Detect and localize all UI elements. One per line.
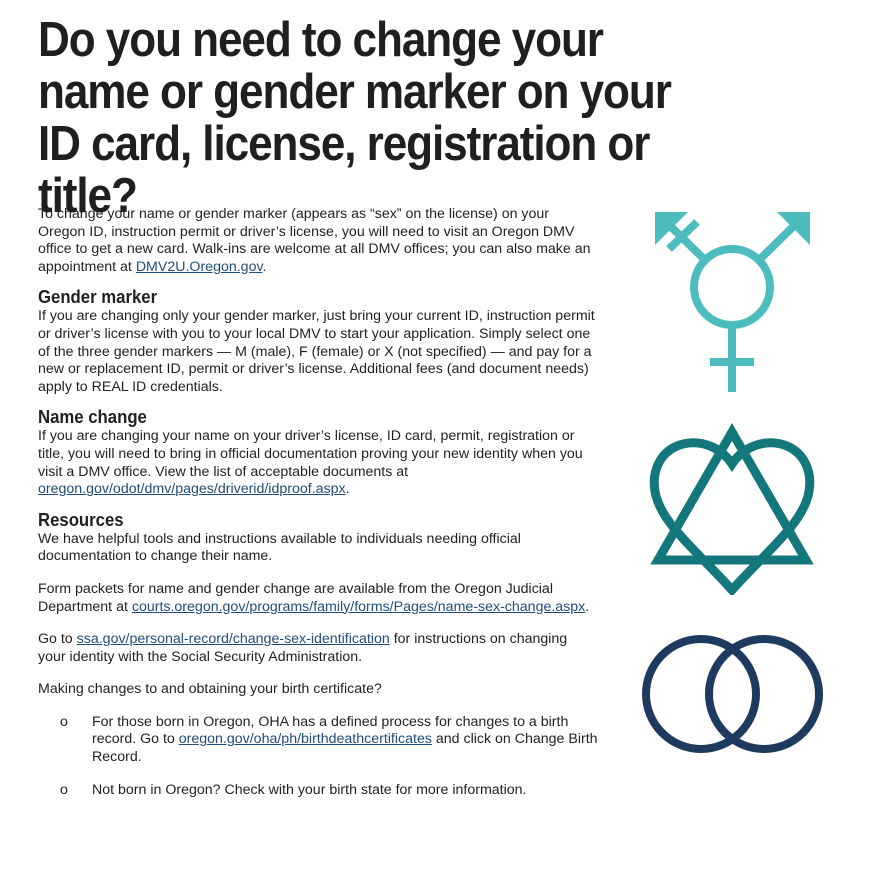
main-content bbox=[38, 206, 598, 799]
resources-p2-after: . bbox=[585, 598, 590, 615]
bullet-text: For those born in Oregon, OHA has a defined process for changes to a birth record. Go to bbox=[92, 713, 569, 748]
interlocking-rings-icon bbox=[640, 632, 825, 758]
intro-paragraph bbox=[38, 206, 598, 276]
heart-triangle-icon bbox=[648, 420, 816, 595]
resources-paragraph-3 bbox=[38, 631, 598, 666]
resources-paragraph-1: We have helpful tools and instructions available to individuals needing official documentation to change their name. bbox=[38, 530, 521, 565]
idproof-link[interactable]: oregon.gov/odot/dmv/pages/driverid/idproof.aspx bbox=[38, 481, 346, 498]
name-change-paragraph bbox=[38, 428, 598, 498]
list-item bbox=[38, 782, 598, 800]
courts-forms-link[interactable]: courts.oregon.gov/programs/family/forms/Pages/name-sex-change.aspx bbox=[131, 598, 586, 615]
resources-heading: Resources bbox=[38, 509, 124, 530]
transgender-symbol-icon bbox=[650, 212, 815, 394]
transgender-symbol-strokes bbox=[662, 218, 802, 392]
intro-after: . bbox=[262, 258, 267, 275]
bullet-after: and click on Change Birth Record. bbox=[92, 731, 598, 766]
ssa-link[interactable]: ssa.gov/personal-record/change-sex-identification bbox=[76, 631, 390, 648]
resources-paragraph-2 bbox=[38, 581, 598, 616]
bullet-text: Not born in Oregon? Check with your birth state for more information. bbox=[92, 781, 527, 798]
rings-strokes bbox=[646, 639, 819, 749]
page-title: Do you need to change your name or gender marker on your ID card, license, registration or title? bbox=[38, 13, 671, 223]
bullet-marker: o bbox=[60, 713, 68, 730]
resources-p3-before: Go to bbox=[38, 631, 77, 648]
name-change-text: If you are changing your name on your driver’s license, ID card, permit, registration or title, you will need to bring in official documentation proving your new identity when you visit a DMV office. View the list of acceptable documents at bbox=[38, 428, 583, 480]
birth-certificates-link[interactable]: oregon.gov/oha/ph/birthdeathcertificates bbox=[178, 731, 432, 748]
list-item bbox=[38, 714, 598, 767]
gender-marker-heading: Gender marker bbox=[38, 287, 158, 308]
resources-p2-text: Form packets for name and gender change are available from the Oregon Judicial Department at bbox=[38, 580, 553, 615]
bullet-marker: o bbox=[60, 781, 68, 798]
resources-p3-after: for instructions on changing your identity with the Social Security Administration. bbox=[38, 631, 568, 665]
resources-paragraph-4: Making changes to and obtaining your birth certificate? bbox=[38, 681, 382, 698]
heart-triangle-strokes bbox=[654, 432, 809, 590]
name-change-heading: Name change bbox=[38, 407, 147, 428]
name-change-after: . bbox=[345, 481, 350, 498]
dmv2u-link[interactable]: DMV2U.Oregon.gov bbox=[135, 258, 263, 275]
gender-marker-paragraph: If you are changing only your gender marker, just bring your current ID, instruction permit or driver’s license with you to your local DMV to start your application. Simply select one of the three gender markers — M (male), F (female) or X (not specified) — and pay for a new or replacement ID, permit or driver’s license. Additional fees (and document needs) apply to REAL ID credentials. bbox=[38, 308, 595, 395]
intro-text: To change your name or gender marker (appears as “sex” on the license) on your Oregon ID, instruction permit or driver’s license, you will need to visit an Oregon DMV office to get a new card. Walk-ins are welcome at all DMV offices; you can also make an appointment at bbox=[38, 206, 591, 275]
birth-certificate-list bbox=[38, 714, 598, 799]
